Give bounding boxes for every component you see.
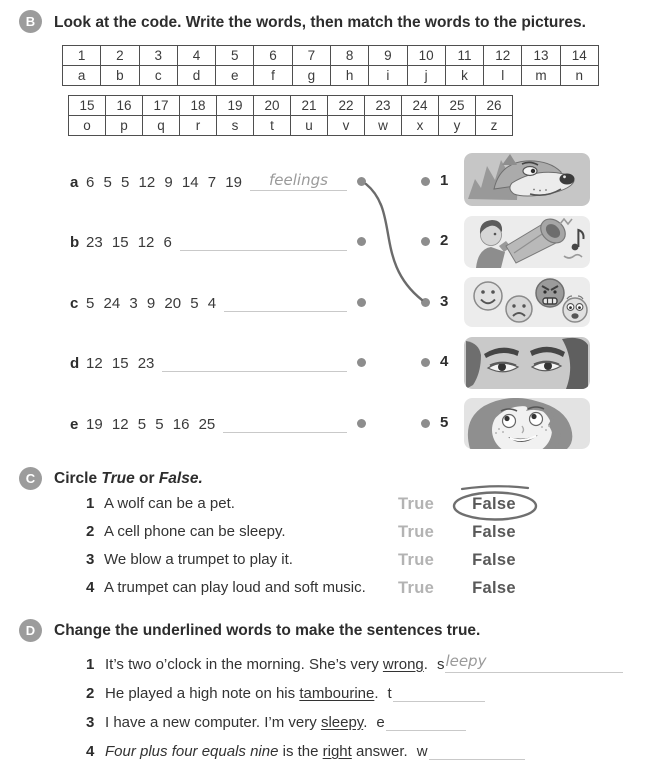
picture-card-1 [464,153,590,206]
item-e-label: e [70,416,79,433]
item-a-label: a [70,174,79,191]
match-dot-item-d[interactable] [357,358,366,367]
section-c-title-circle: Circle [54,470,102,487]
code-cell: o [69,116,106,136]
question-number: 4 [86,579,95,596]
code-cell: t [254,116,291,136]
rewrite-answer-blank-4[interactable] [429,739,525,760]
code-item-row-e [70,413,347,433]
section-b-title: Look at the code. Write the words, then match the words to the pictures. [54,14,586,31]
code-table-2-letters-row [69,116,513,136]
excited-girl-illustration [464,398,590,449]
picture-number-3: 3 [440,293,449,310]
rewrite-answer-blank-3[interactable] [386,710,466,731]
code-cell: y [439,116,476,136]
question-number: 1 [86,495,95,512]
sentence-part: . [374,685,379,702]
match-dot-item-b[interactable] [357,237,366,246]
false-option-1[interactable]: False [472,495,516,513]
match-dot-picture-2[interactable] [421,237,430,246]
code-cell: 1 [63,46,101,66]
picture-card-3 [464,277,590,327]
answer-blank-c[interactable] [224,292,347,312]
code-table-1-letters-row [63,66,599,86]
code-cell: l [484,66,522,86]
section-c-title-or: or [134,470,159,487]
item-a-code: 6 5 5 12 9 14 7 19 [86,174,242,191]
rewrite-row-3 [86,709,466,731]
true-option-1[interactable]: True [398,495,435,513]
sentence-text [105,656,428,673]
question-number: 4 [86,743,95,760]
code-cell: 13 [522,46,560,66]
match-dot-item-a[interactable] [357,177,366,186]
answer-blank-a[interactable] [250,171,347,191]
code-cell: 21 [291,96,328,116]
sentence-part: It’s two o’clock in the morning. She’s very [105,656,383,673]
code-cell: b [101,66,139,86]
picture-number-2: 2 [440,232,449,249]
item-b-code: 23 15 12 6 [86,234,172,251]
picture-number-1: 1 [440,172,449,189]
hint-letter: e [376,714,385,731]
code-item-row-c [70,292,347,312]
code-cell: 24 [402,96,439,116]
code-cell: 14 [561,46,599,66]
match-dot-picture-4[interactable] [421,358,430,367]
written-answer-1: leepy [445,652,487,670]
section-d-title: Change the underlined words to make the sentences true. [54,622,481,639]
code-cell: 22 [328,96,365,116]
true-option-4[interactable]: True [398,579,435,597]
code-cell: q [143,116,180,136]
code-cell: g [293,66,331,86]
code-cell: 12 [484,46,522,66]
code-cell: 7 [293,46,331,66]
true-false-row-4 [0,579,658,603]
match-dot-item-c[interactable] [357,298,366,307]
picture-number-4: 4 [440,353,449,370]
item-e-code: 19 12 5 5 16 25 [86,416,216,433]
rewrite-row-1 [86,651,623,673]
section-c-title-true: True [101,470,135,487]
sentence-part: I have a new computer. I’m very [105,714,321,731]
rewrite-row-2 [86,680,485,702]
trumpet-player-illustration [464,216,590,268]
section-d-badge: D [19,619,42,642]
sentence-part: . [363,714,368,731]
code-cell: 23 [365,96,402,116]
section-b-badge: B [19,10,42,33]
match-dot-item-e[interactable] [357,419,366,428]
sentence-part: answer. [351,743,408,760]
false-option-3[interactable]: False [472,551,516,569]
sentence-text [105,743,408,760]
hint-letter: s [436,656,445,673]
code-cell: d [178,66,216,86]
code-item-row-a [70,171,347,191]
match-dot-picture-5[interactable] [421,419,430,428]
question-text: A cell phone can be sleepy. [104,523,286,540]
code-cell: w [365,116,402,136]
answer-blank-b[interactable] [180,231,347,251]
code-cell: 19 [217,96,254,116]
item-d-label: d [70,355,80,372]
hint-letter: w [416,743,428,760]
rewrite-answer-blank-2[interactable] [393,681,485,702]
code-cell: p [106,116,143,136]
code-cell: e [216,66,254,86]
true-option-2[interactable]: True [398,523,435,541]
question-number: 2 [86,523,95,540]
true-false-row-1 [0,495,658,519]
sentence-italic-part: Four plus four equals nine [105,743,279,760]
underlined-word: tambourine [299,685,375,702]
underlined-word: sleepy [320,714,364,731]
code-cell: k [446,66,484,86]
item-c-code: 5 24 3 9 20 5 4 [86,295,217,312]
underlined-word: right [322,743,352,760]
code-cell: m [522,66,560,86]
code-cell: c [140,66,178,86]
sentence-part: He played a high note on his [105,685,300,702]
code-cell: r [180,116,217,136]
code-cell: 20 [254,96,291,116]
match-dot-picture-1[interactable] [421,177,430,186]
wolf-illustration [464,153,590,206]
code-cell: n [561,66,599,86]
answer-blank-d[interactable] [162,352,347,372]
code-table-1 [62,45,599,86]
true-false-row-3 [0,551,658,575]
underlined-word: wrong [382,656,424,673]
code-cell: 15 [69,96,106,116]
code-cell: 9 [369,46,407,66]
section-c-title [54,470,203,488]
code-item-row-d [70,352,347,372]
true-option-3[interactable]: True [398,551,435,569]
code-cell: 26 [476,96,513,116]
code-cell: 25 [439,96,476,116]
code-cell: 3 [140,46,178,66]
code-cell: a [63,66,101,86]
sentence-text [105,685,379,702]
item-c-label: c [70,295,79,312]
false-option-2[interactable]: False [472,523,516,541]
question-number: 3 [86,714,95,731]
code-cell: f [254,66,292,86]
match-dot-picture-3[interactable] [421,298,430,307]
hint-letter: t [387,685,392,702]
code-cell: 6 [254,46,292,66]
false-option-4[interactable]: False [472,579,516,597]
code-cell: h [331,66,369,86]
code-item-row-b [70,231,347,251]
code-table-2-numbers-row [69,96,513,116]
question-number: 2 [86,685,95,702]
picture-card-5 [464,398,590,449]
code-cell: s [217,116,254,136]
rewrite-row-4 [86,738,525,760]
sleepy-eyes-illustration [464,337,590,389]
written-answer-a: feelings [269,171,328,189]
question-number: 1 [86,656,95,673]
picture-card-2 [464,216,590,268]
sentence-text [105,714,367,731]
code-cell: 18 [180,96,217,116]
code-cell: 17 [143,96,180,116]
rewrite-answer-blank-1[interactable] [445,652,623,673]
question-text: A trumpet can play loud and soft music. [104,579,366,596]
code-cell: 8 [331,46,369,66]
sentence-part: . [423,656,428,673]
question-text: A wolf can be a pet. [104,495,235,512]
circled-answer-mark [447,484,543,524]
code-table-1-numbers-row [63,46,599,66]
code-cell: 5 [216,46,254,66]
sentence-part: is the [278,743,323,760]
code-cell: j [408,66,446,86]
code-cell: 4 [178,46,216,66]
code-cell: v [328,116,365,136]
item-b-label: b [70,234,80,251]
code-cell: 10 [408,46,446,66]
code-cell: z [476,116,513,136]
picture-card-4 [464,337,590,389]
picture-number-5: 5 [440,414,449,431]
section-c-badge: C [19,467,42,490]
code-cell: x [402,116,439,136]
section-c-title-false: False. [158,470,203,487]
code-table-2 [68,95,513,136]
feelings-faces-illustration [464,277,590,327]
question-number: 3 [86,551,95,568]
item-d-code: 12 15 23 [86,355,155,372]
code-cell: 11 [446,46,484,66]
code-cell: u [291,116,328,136]
true-false-row-2 [0,523,658,547]
question-text: We blow a trumpet to play it. [104,551,293,568]
answer-blank-e[interactable] [223,413,347,433]
code-cell: 16 [106,96,143,116]
code-cell: 2 [101,46,139,66]
code-cell: i [369,66,407,86]
